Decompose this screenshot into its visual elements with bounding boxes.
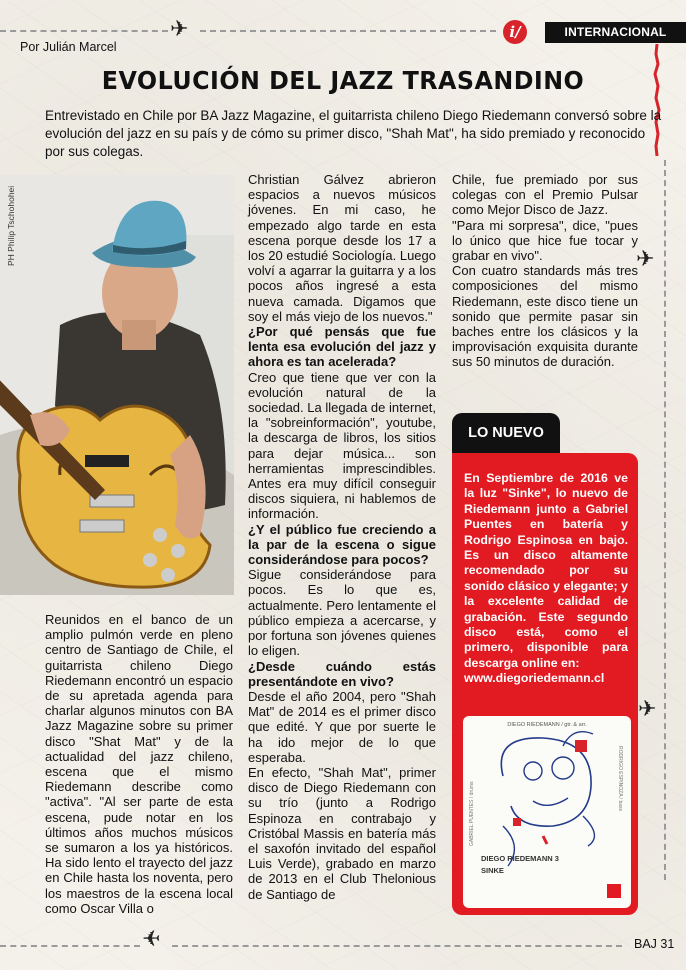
paragraph: Con cuatro standards más tres composiciones del mismo Riedemann, este disco tiene un sonido que permite pasar sin baches entre los clásicos y la improvisación exquisita durante sus 50 minutos de duración. bbox=[452, 263, 638, 370]
dashed-route-top bbox=[0, 30, 168, 32]
page-number: BAJ 31 bbox=[634, 937, 675, 951]
airplane-icon: ✈ bbox=[636, 246, 655, 271]
paragraph: "Para mi sorpresa", dice, "pues lo único que hice fue tocar y grabar en vivo". bbox=[452, 217, 638, 264]
article-column-1 bbox=[45, 612, 233, 916]
cover-artist: DIEGO RIEDEMANN 3 bbox=[481, 854, 559, 863]
paragraph: Christian Gálvez abrieron espacios a nuevos músicos jóvenes. En mi caso, he empezado algo tarde en esta escena porque desde los 17 a los 20 estudié Sociología. Luego volví a agarrar la guitarra y a los pocos años ingresé a esta nueva camada. Digamos que soy el más viejo de los nuevos." bbox=[248, 172, 436, 324]
paragraph: Desde el año 2004, pero "Shah Mat" de 2014 es el primer disco que edité. Y que por suerte le ha ido mejor de lo que esperaba. bbox=[248, 688, 436, 765]
paragraph: Sigue considerándose para pocos. Es lo que es, actualmente. Pero lentamente el público empieza a acercarse, y por fortuna son jóvenes quienes lo eligen. bbox=[248, 567, 436, 659]
photo-credit bbox=[4, 178, 18, 268]
cover-side-right: RODRIGO ESPINOZA / bass bbox=[617, 746, 623, 812]
cover-side-left: GABRIEL PUENTES / drums bbox=[469, 781, 475, 846]
guitarist-illustration bbox=[0, 175, 234, 595]
section-logo: i/ bbox=[503, 20, 527, 44]
dashed-route-right bbox=[664, 160, 666, 880]
label-logo-icon bbox=[607, 884, 621, 898]
paragraph: Chile, fue premiado por sus colegas con el Premio Pulsar como Mejor Disco de Jazz. bbox=[452, 172, 638, 218]
article-column-2 bbox=[248, 172, 436, 902]
news-box-body: En Septiembre de 2016 ve la luz "Sinke", lo nuevo de Riedemann junto a Gabriel Puentes en batería y Rodrigo Espinosa en bajo. Es un disco altamente recomendado por su sonido clásico y elegante; y la excelente calidad de grabación. Este segundo disco está, como el primero, disponible para descarga online en: bbox=[464, 471, 628, 670]
airplane-icon: ✈ bbox=[142, 925, 161, 950]
article-column-3 bbox=[452, 172, 638, 370]
paragraph: Creo que tiene que ver con la evolución natural de la sociedad. La llegada de internet, la "sobreinformación", youtube, la descarga de libros, los sitios para dejar música... son herramientas imprescindibles. Antes era muy difícil conseguir discos siquiera, ni hablemos de información. bbox=[248, 369, 436, 522]
album-cover bbox=[463, 716, 631, 908]
cover-album: SINKE bbox=[481, 866, 504, 875]
photo-credit-text: PH Philip Tschohohei bbox=[6, 185, 16, 266]
interview-question: ¿Por qué pensás que fue lenta esa evolución del jazz y ahora es tan acelerada? bbox=[248, 324, 436, 370]
cover-drawing bbox=[463, 716, 631, 908]
airplane-icon: ✈ bbox=[638, 696, 657, 721]
article-title: EVOLUCIÓN DEL JAZZ TRASANDINO bbox=[101, 66, 585, 95]
interview-question: ¿Desde cuándo estás presentándote en vivo? bbox=[248, 658, 436, 689]
byline: Por Julián Marcel bbox=[20, 40, 117, 54]
section-label: INTERNACIONAL bbox=[545, 22, 686, 43]
news-box-text bbox=[464, 471, 628, 687]
dashed-route-top-right bbox=[200, 30, 496, 32]
cover-credits: DIEGO RIEDEMANN / gtr. & arr. bbox=[507, 722, 587, 728]
paragraph: Reunidos en el banco de un amplio pulmón verde en pleno centro de Santiago de Chile, el guitarrista chileno Diego Riedemann encontró un espacio de su apretada agenda para charlar algunos minutos con BA Jazz Magazine sobre su primer disco "Shat Mat" y de la actualidad del jazz chileno, escena que el mismo Riedemann describe como "activa". "Al ser parte de esta escena, pude notar en los últimos años muchos músicos se sumaron a los ya históricos. Ha sido lento el trayecto del jazz en Chile hasta los noventa, pero los maestros de la escena local como Oscar Villa o bbox=[45, 612, 233, 916]
dashed-route-bottom bbox=[0, 945, 140, 947]
paragraph: En efecto, "Shah Mat", primer disco de Diego Riedemann con su trío (junto a Rodrigo Espinoza en contrabajo y Cristóbal Massis en batería más el saxofón invitado del español Luis Verde), grabado en marzo de 2013 en el Club Thelonious de Santiago de bbox=[248, 764, 436, 902]
airplane-icon: ✈ bbox=[170, 16, 189, 41]
box-label: LO NUEVO bbox=[452, 413, 560, 453]
guitarist-photo bbox=[0, 175, 234, 595]
article-lead: Entrevistado en Chile por BA Jazz Magazine, el guitarrista chileno Diego Riedemann conversó sobre la evolución del jazz en su país y de cómo su primer disco, "Shah Mat", ha sido premiado y reconocido por sus colegas. bbox=[45, 108, 662, 159]
website-link[interactable]: www.diegoriedemann.cl bbox=[464, 671, 605, 686]
dashed-route-bottom-right bbox=[172, 945, 622, 947]
interview-question: ¿Y el público fue creciendo a la par de la escena o sigue considerándose para pocos? bbox=[248, 521, 436, 568]
